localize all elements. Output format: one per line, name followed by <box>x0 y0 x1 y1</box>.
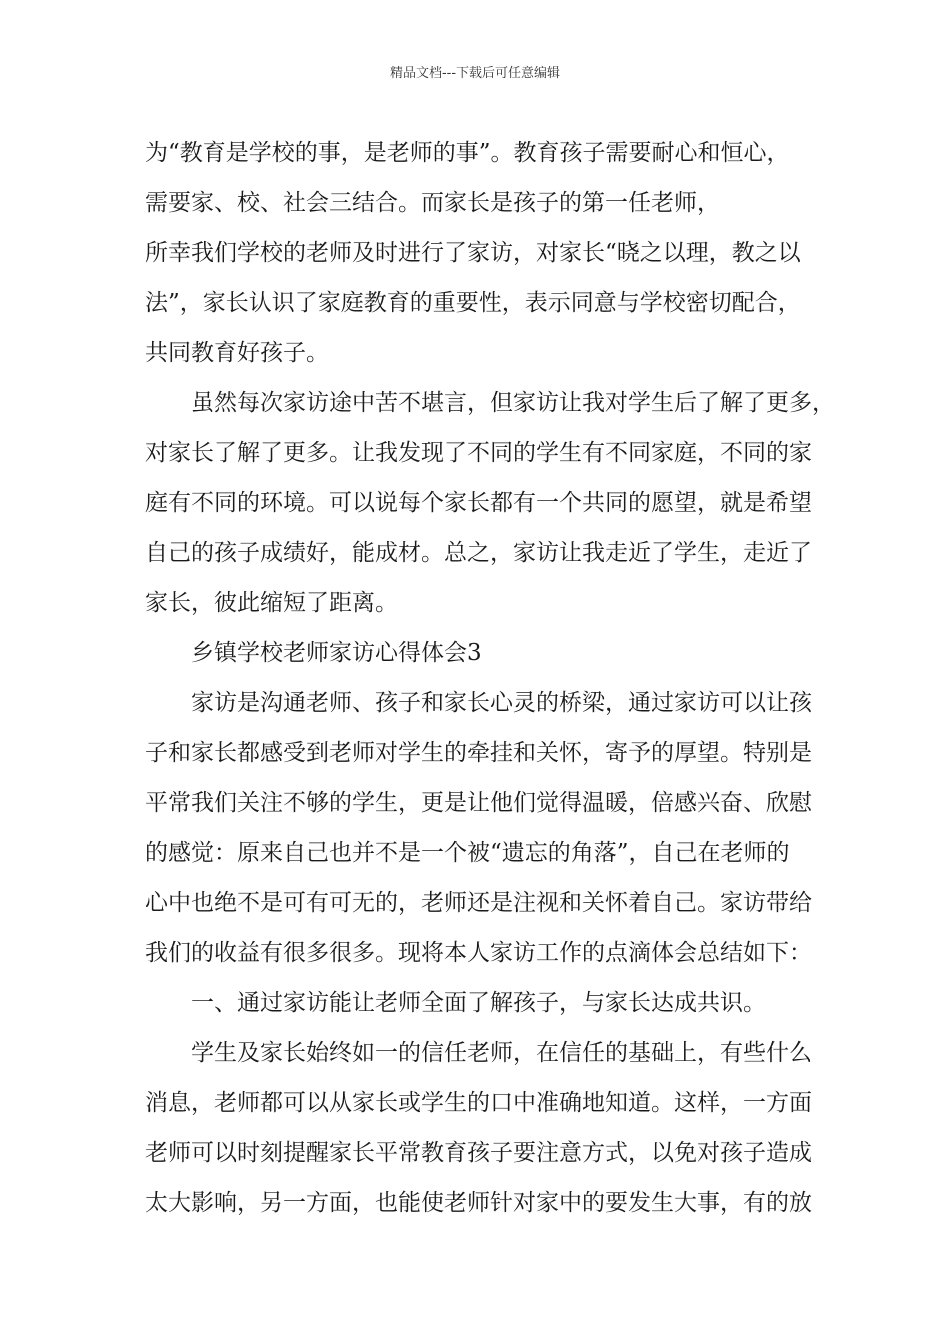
text-line: 平常我们关注不够的学生，更是让他们觉得温暖，倍感兴奋、欣慰 <box>145 790 812 816</box>
text-line: 虽然每次家访途中苦不堪言，但家访让我对学生后了解了更多， <box>191 390 835 416</box>
text-line: 我们的收益有很多很多。现将本人家访工作的点滴体会总结如下： <box>145 940 812 966</box>
text-line: 心中也绝不是可有可无的，老师还是注视和关怀着自己。家访带给 <box>145 890 812 916</box>
text-line: 家访是沟通老师、孩子和家长心灵的桥梁，通过家访可以让孩 <box>191 690 812 716</box>
page-header: 精品文档---下载后可任意编辑 <box>389 66 561 81</box>
text-line: 自己的孩子成绩好，能成材。总之，家访让我走近了学生，走近了 <box>145 540 812 566</box>
text-line: 庭有不同的环境。可以说每个家长都有一个共同的愿望，就是希望 <box>145 490 812 516</box>
text-line: 太大影响，另一方面，也能使老师针对家中的要发生大事，有的放 <box>145 1190 812 1216</box>
text-line: 家长，彼此缩短了距离。 <box>145 590 398 616</box>
text-line: 老师可以时刻提醒家长平常教育孩子要注意方式，以免对孩子造成 <box>145 1140 812 1166</box>
text-line: 的感觉：原来自己也并不是一个被“遗忘的角落”，自己在老师的 <box>145 840 790 866</box>
text-line: 消息，老师都可以从家长或学生的口中准确地知道。这样，一方面 <box>145 1090 812 1116</box>
text-line: 子和家长都感受到老师对学生的牵挂和关怀，寄予的厚望。特别是 <box>145 740 812 766</box>
text-line: 共同教育好孩子。 <box>145 340 329 366</box>
text-line: 学生及家长始终如一的信任老师，在信任的基础上，有些什么 <box>191 1040 812 1066</box>
text-line: 法”，家长认识了家庭教育的重要性，表示同意与学校密切配合， <box>145 290 801 316</box>
text-line: 乡镇学校老师家访心得体会3 <box>191 640 482 666</box>
text-line: 一、通过家访能让老师全面了解孩子，与家长达成共识。 <box>191 990 766 1016</box>
text-line: 所幸我们学校的老师及时进行了家访，对家长“晓之以理，教之以 <box>145 240 801 266</box>
document-body <box>145 128 835 1228</box>
text-line: 对家长了解了更多。让我发现了不同的学生有不同家庭，不同的家 <box>145 440 812 466</box>
text-line: 需要家、校、社会三结合。而家长是孩子的第一任老师， <box>145 190 720 216</box>
text-line: 为“教育是学校的事，是老师的事”。教育孩子需要耐心和恒心， <box>145 140 790 166</box>
